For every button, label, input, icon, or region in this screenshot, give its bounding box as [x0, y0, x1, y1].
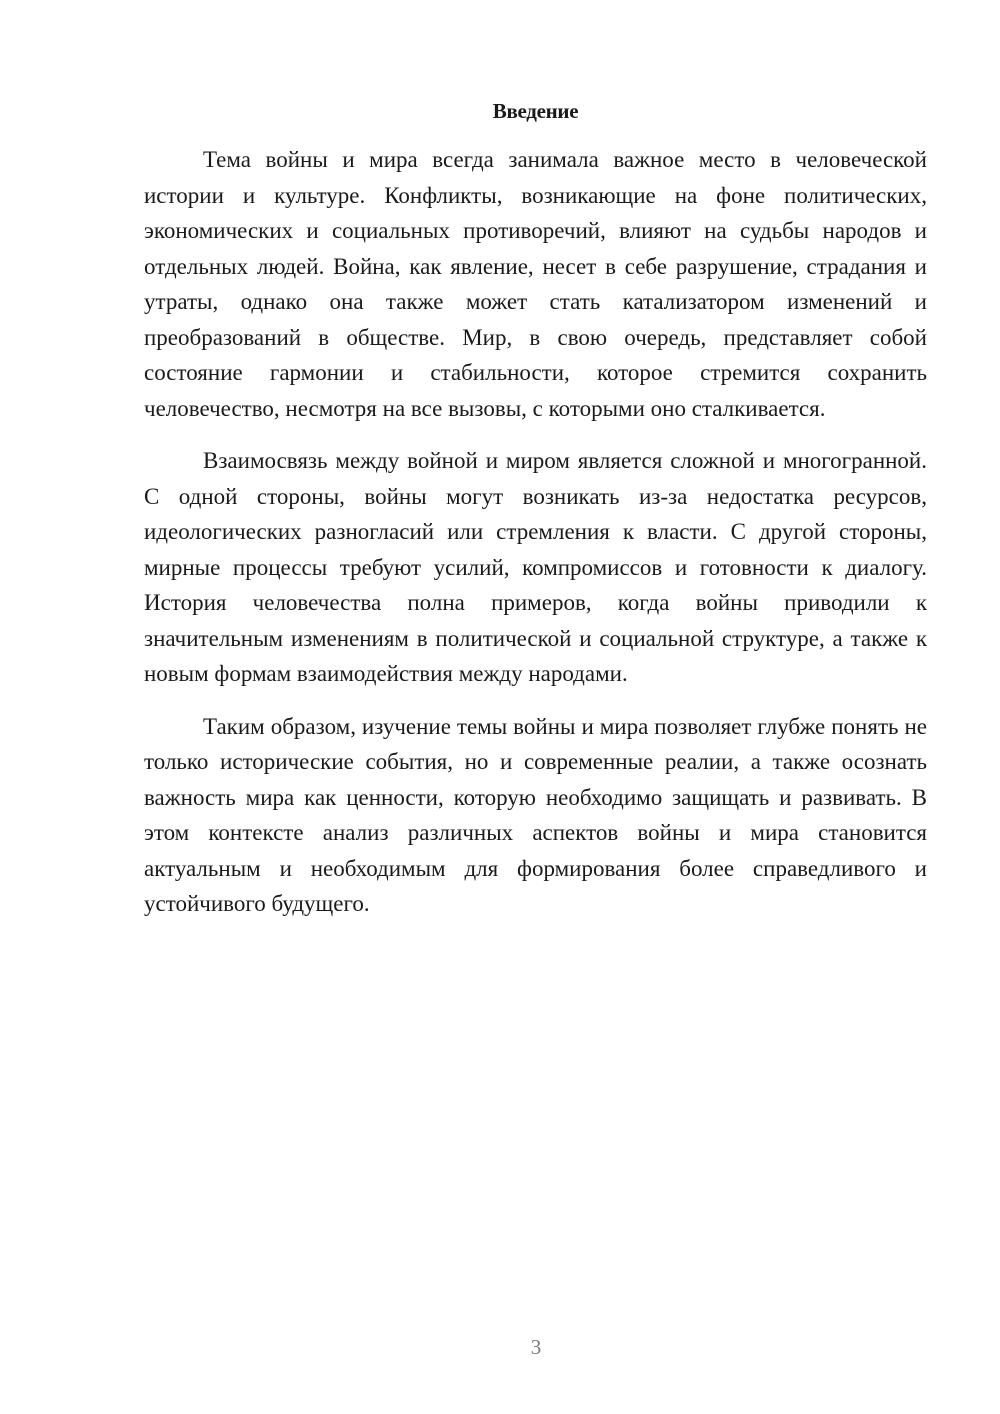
body-text — [144, 142, 927, 939]
page-number: 3 — [530, 1335, 542, 1359]
section-title: Введение — [492, 99, 579, 123]
paragraph: Таким образом, изучение темы войны и мира позволяет глубже понять не только исторические события, но и современные реалии, а также осознать важность мира как ценности, которую необходимо защищать и развивать. В этом контексте анализ различных аспектов войны и мира становится актуальным и необходимым для формирования более справедливого и устойчивого будущего. — [144, 713, 927, 916]
paragraph: Взаимосвязь между войной и миром является сложной и многогранной. С одной стороны, войны могут возникать из-за недостатка ресурсов, идеологических разногласий или стремления к власти. С другой стороны, мирные процессы требуют усилий, компромиссов и готовности к диалогу. История человечества полна примеров, когда войны приводили к значительным изменениям в политической и социальной структуре, а также к новым формам взаимодействия между народами. — [144, 448, 927, 686]
paragraph: Тема войны и мира всегда занимала важное место в человеческой истории и культуре. Конфликты, возникающие на фоне политических, экономических и социальных противоречий, влияют на судьбы народов и отдельных людей. Война, как явление, несет в себе разрушение, страдания и утраты, однако она также может стать катализатором изменений и преобразований в обществе. Мир, в свою очередь, представляет собой состояние гармонии и стабильности, которое стремится сохранить человечество, несмотря на все вызовы, с которыми оно сталкивается. — [144, 147, 927, 421]
